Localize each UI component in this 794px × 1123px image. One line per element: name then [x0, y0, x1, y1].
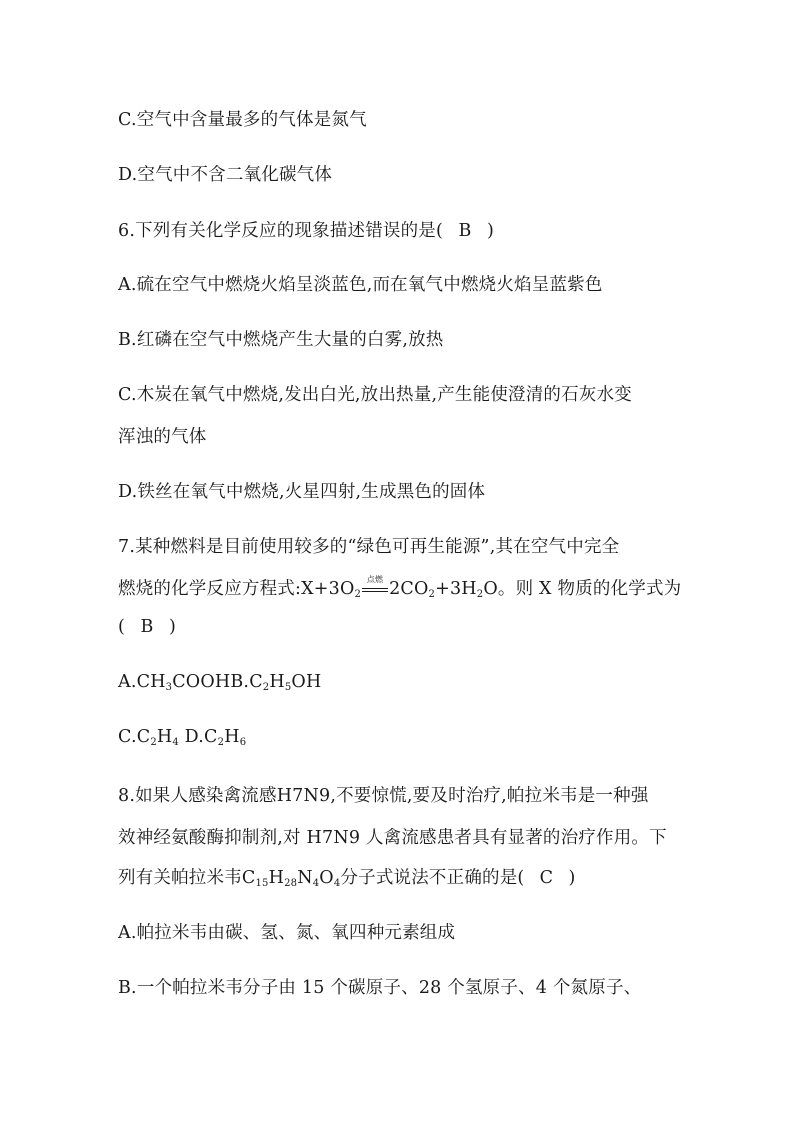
- q7-d-sub: 2: [217, 737, 225, 748]
- q7-a-text2: COOH: [172, 672, 231, 692]
- q7-c-sub2: 4: [172, 737, 179, 748]
- q5-option-c: C.空气中含量最多的气体是氮气: [118, 110, 367, 130]
- n-symbol: N: [297, 868, 313, 888]
- q7-c-text: C.C: [118, 727, 151, 747]
- q7-options-ab: [118, 672, 321, 692]
- co2-subscript: 2: [428, 589, 436, 600]
- o-subscript: 4: [333, 878, 341, 889]
- co2-text: 2CO: [389, 579, 429, 599]
- q8-stem-line2: 效神经氨酸酶抑制剂,对 H7N9 人禽流感患者具有显著的治疗作用。下: [118, 828, 667, 848]
- q7-a-sub: 3: [165, 682, 173, 693]
- q6-option-c-line1: C.木炭在氧气中燃烧,发出白光,放出热量,产生能使澄清的石灰水变: [118, 385, 632, 405]
- q6-option-b: B.红磷在空气中燃烧产生大量的白雾,放热: [118, 330, 444, 350]
- h2o-subscript: 2: [476, 589, 484, 600]
- h-subscript: 28: [284, 878, 298, 889]
- water-text: +3H: [435, 579, 477, 599]
- q7-c-sub: 2: [150, 737, 157, 748]
- q7-a-text: A.CH: [118, 672, 166, 692]
- q7-close-paren: ): [169, 617, 177, 637]
- q7-answer-line: [118, 617, 176, 637]
- q7-options-cd: [118, 727, 246, 747]
- q6-close-paren: ): [487, 221, 495, 241]
- q8-stem-line3: [118, 864, 575, 889]
- q8-stem3-end: 分子式说法不正确的是(: [340, 868, 525, 888]
- q7-b-sub2: 5: [284, 682, 292, 693]
- ignite-label: 点燃: [366, 575, 384, 584]
- q7-d-text: D.C: [178, 727, 218, 747]
- q7-b-text: B.C: [230, 672, 263, 692]
- q7-b-text2: H: [269, 672, 285, 692]
- q7-c-text2: H: [156, 727, 173, 747]
- q7-equation-end: O。则 X 物质的化学式为: [483, 579, 682, 599]
- q7-b-sub: 2: [262, 682, 270, 693]
- q6-option-d: D.铁丝在氧气中燃烧,火星四射,生成黑色的固体: [118, 482, 486, 502]
- reaction-condition: [361, 575, 389, 594]
- c-subscript: 15: [255, 878, 269, 889]
- o-symbol: O: [319, 868, 334, 888]
- q8-option-b: B.一个帕拉米韦分子由 15 个碳原子、28 个氢原子、4 个氮原子、: [118, 978, 642, 998]
- q7-open-paren: (: [118, 617, 126, 637]
- q6-stem-text: 6.下列有关化学反应的现象描述错误的是(: [118, 221, 444, 241]
- q8-option-a: A.帕拉米韦由碳、氢、氮、氧四种元素组成: [118, 923, 456, 943]
- q6-option-c-line2: 浑浊的气体: [118, 427, 207, 447]
- n-subscript: 4: [312, 878, 320, 889]
- q8-stem3-text: 列有关帕拉米韦C: [118, 868, 256, 888]
- q8-answer: C: [539, 868, 554, 888]
- q7-stem-line1: 7.某种燃料是目前使用较多的“绿色可再生能源”,其在空气中完全: [118, 537, 620, 557]
- q8-stem-line1: 8.如果人感染禽流感H7N9,不要惊慌,要及时治疗,帕拉米韦是一种强: [118, 786, 649, 806]
- o2-subscript: 2: [354, 589, 362, 600]
- q7-answer: B: [140, 617, 154, 637]
- q7-equation-start: 燃烧的化学反应方程式:X+3O: [118, 579, 355, 599]
- q6-answer: B: [458, 221, 472, 241]
- q7-d-text2: H: [224, 727, 240, 747]
- q7-equation-line: [118, 575, 681, 600]
- q8-close-paren: ): [568, 868, 576, 888]
- q6-option-a: A.硫在空气中燃烧火焰呈淡蓝色,而在氧气中燃烧火焰呈蓝紫色: [118, 275, 603, 295]
- q5-option-d: D.空气中不含二氧化碳气体: [118, 165, 333, 185]
- q7-d-sub2: 6: [239, 737, 247, 748]
- h-symbol: H: [268, 868, 285, 888]
- q6-stem: [118, 217, 494, 242]
- equals-bar-icon: [362, 588, 388, 592]
- q7-b-text3: OH: [291, 672, 322, 692]
